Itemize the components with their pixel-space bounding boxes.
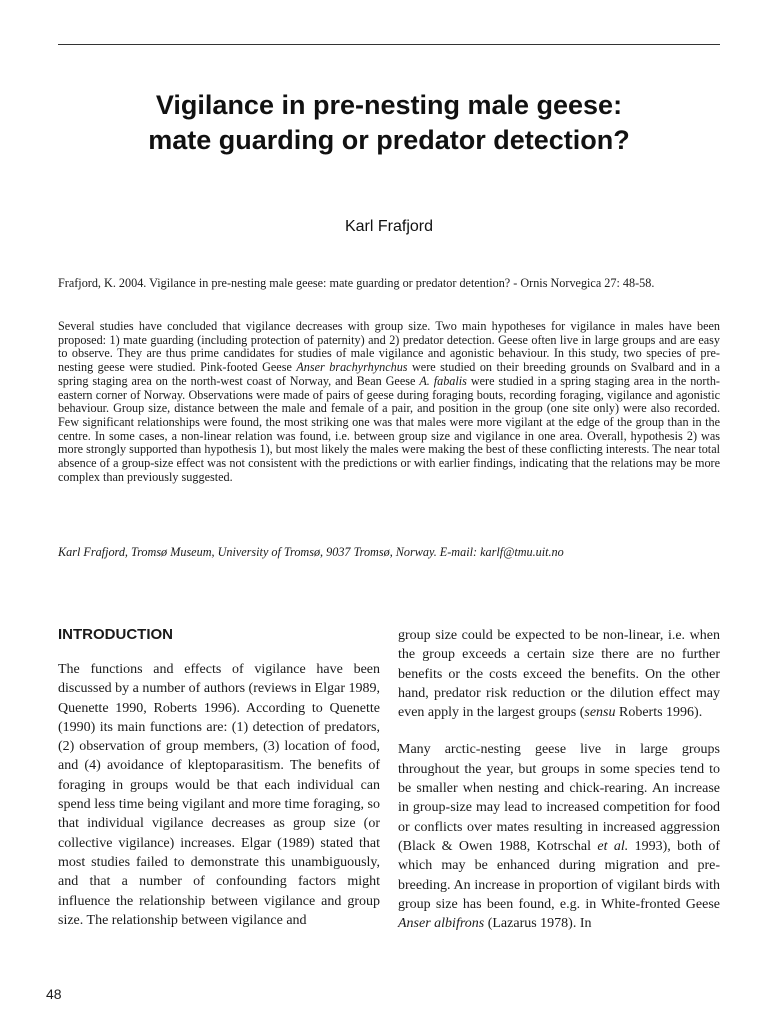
- title-line-1: Vigilance in pre-nesting male geese:: [155, 90, 623, 120]
- text-segment: Many arctic-nesting geese live in large groups throughout the year, but groups in some species tend to be smaller when nesting and chick-rearing. An increase in group-size may lead to increased competition for food or conflicts over mates resulting in increased aggression (Black & Owen 1988, Kotrschal: [398, 742, 720, 854]
- text-segment: Roberts 1996).: [615, 705, 703, 721]
- italic-term: et al.: [597, 838, 629, 854]
- header-rule: [58, 44, 720, 45]
- page-number: 48: [46, 986, 62, 1002]
- article-title: [58, 88, 720, 158]
- abstract-text-2: were studied on their breeding grounds on Svalbard and in a spring staging area on the north-west coast of Norway, and Bean Geese: [58, 360, 720, 388]
- right-column: [398, 626, 720, 951]
- intro-paragraph-1: The functions and effects of vigilance have been discussed by a number of authors (reviews in Elgar 1989, Quenette 1990, Roberts 1996). According to Quenette (1990) its main functions are: (1) detection of predators, (2) observation of group members, (3) location of food, and (4) avoidance of kleptoparasitism. The benefits of foraging in groups would be that each individual can spend less time being vigilant and more time foraging, so that individual vigilance decreases as group size (or collective vigilance) increases. Elgar (1989) stated that most studies failed to demonstrate this unambiguously, and that a number of confounding factors might influence the relationship between vigilance and group size. The relationship between vigilance and: [58, 662, 380, 928]
- intro-paragraph-2: [398, 626, 720, 722]
- species-name: Anser albifrons: [398, 916, 485, 932]
- abstract: [58, 320, 720, 484]
- text-segment: (Lazarus 1978). In: [484, 916, 592, 932]
- intro-paragraph-3: [398, 740, 720, 933]
- citation: Frafjord, K. 2004. Vigilance in pre-nesting male geese: mate guarding or predator detention? - Ornis Norvegica 27: 48-58.: [58, 276, 655, 290]
- species-name-1: Anser brachyrhynchus: [296, 360, 408, 375]
- author-name: Karl Frafjord: [344, 218, 434, 235]
- abstract-text-1: Several studies have concluded that vigilance decreases with group size. Two main hypotheses for vigilance in males have been proposed: 1) mate guarding (including protection of paternity) and 2) predator detection. Geese often live in large groups and are easy to observe. They are thus prime candidates for studies of male vigilance and agonistic behaviour. In this study, two species of pre-nesting geese were studied. Pink-footed Geese: [58, 319, 720, 375]
- text-segment: group size could be expected to be non-linear, i.e. when the group exceeds a certain size there are no further benefits or the costs exceed the benefits. On the other hand, predator risk reduction or the dilution effect may even apply in the largest groups (: [398, 628, 720, 721]
- italic-term: sensu: [584, 705, 616, 721]
- text-segment: 1993), both of which may be enhanced during migration and pre-breeding. An increase in proportion of vigilant birds with group size has been found, e.g. in White-fronted Geese: [398, 838, 721, 912]
- left-column: [58, 626, 380, 948]
- abstract-text-3: were studied in a spring staging area in the north-eastern corner of Norway. Observations were made of pairs of geese during foraging bouts, recording foraging, vigilance and agonistic behaviour. Group size, distance between the male and female of a pair, and position in the group (one site only) were also recorded. Few significant relationships were found, the most striking one was that males were more vigilant at the edge of the group than in the centre. In some cases, a non-linear relation was found, i.e. between group size and vigilance in one area. Overall, hypothesis 2) was more strongly supported than hypothesis 1), but most likely the males were making the best of these conflicting interests. The near total absence of a group-size effect was not consistent with the predictions or with earlier findings, indicating that the relations may be more complex than previously suggested.: [58, 373, 720, 484]
- title-line-2: mate guarding or predator detection?: [148, 125, 630, 155]
- section-heading-introduction: INTRODUCTION: [58, 626, 173, 643]
- author-address: Karl Frafjord, Tromsø Museum, University of Tromsø, 9037 Tromsø, Norway. E-mail: karlf@tmu.uit.no: [58, 545, 564, 559]
- species-name-2: A. fabalis: [419, 373, 467, 388]
